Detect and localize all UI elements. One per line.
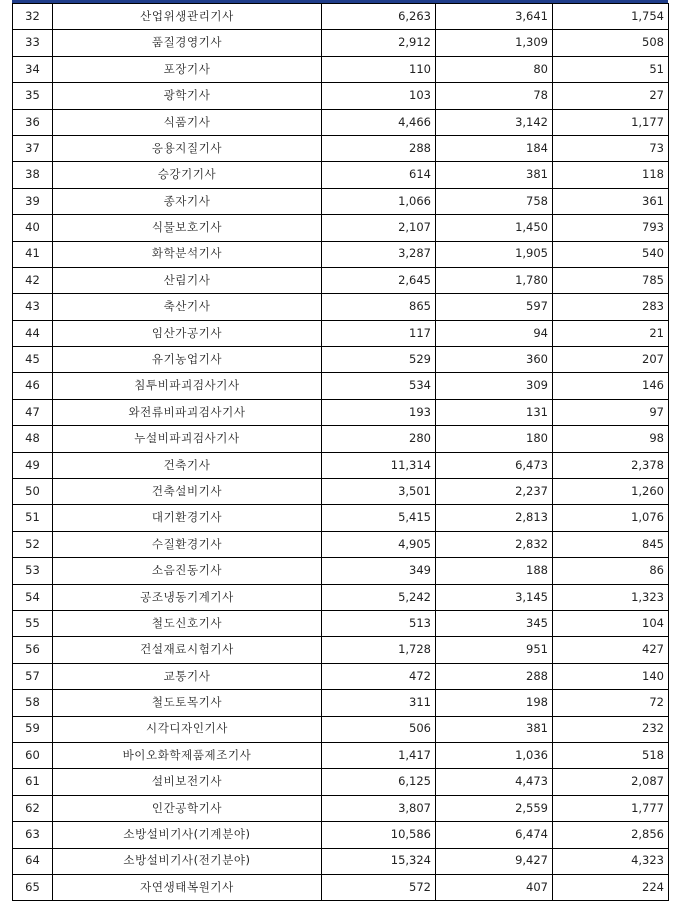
value-cell-3: 1,177 (553, 109, 669, 135)
table-row (13, 373, 669, 399)
value-cell-3: 51 (553, 56, 669, 82)
value-cell-2: 9,427 (436, 848, 553, 874)
value-cell-1: 5,415 (322, 505, 436, 531)
value-cell-2: 381 (436, 716, 553, 742)
table-row (13, 399, 669, 425)
value-cell-2: 2,832 (436, 531, 553, 557)
value-cell-2: 184 (436, 135, 553, 161)
value-cell-3: 146 (553, 373, 669, 399)
value-cell-3: 361 (553, 188, 669, 214)
value-cell-3: 508 (553, 30, 669, 56)
row-number-cell: 59 (13, 716, 53, 742)
table-row (13, 479, 669, 505)
value-cell-1: 10,586 (322, 822, 436, 848)
value-cell-2: 407 (436, 874, 553, 900)
qualification-name-cell: 인간공학기사 (53, 795, 322, 821)
row-number-cell: 46 (13, 373, 53, 399)
value-cell-3: 283 (553, 294, 669, 320)
value-cell-1: 6,263 (322, 4, 436, 30)
value-cell-3: 1,754 (553, 4, 669, 30)
row-number-cell: 34 (13, 56, 53, 82)
qualification-name-cell: 유기농업기사 (53, 347, 322, 373)
value-cell-1: 349 (322, 558, 436, 584)
value-cell-2: 198 (436, 690, 553, 716)
table-row (13, 452, 669, 478)
row-number-cell: 48 (13, 426, 53, 452)
table-row (13, 769, 669, 795)
qualification-name-cell: 수질환경기사 (53, 531, 322, 557)
table-row (13, 531, 669, 557)
value-cell-2: 2,559 (436, 795, 553, 821)
value-cell-2: 309 (436, 373, 553, 399)
qualification-name-cell: 산업위생관리기사 (53, 4, 322, 30)
table-row (13, 742, 669, 768)
table-row (13, 822, 669, 848)
row-number-cell: 41 (13, 241, 53, 267)
row-number-cell: 36 (13, 109, 53, 135)
value-cell-1: 614 (322, 162, 436, 188)
value-cell-3: 2,087 (553, 769, 669, 795)
value-cell-3: 118 (553, 162, 669, 188)
value-cell-1: 2,107 (322, 215, 436, 241)
value-cell-3: 1,323 (553, 584, 669, 610)
value-cell-1: 534 (322, 373, 436, 399)
table-row (13, 716, 669, 742)
value-cell-1: 529 (322, 347, 436, 373)
value-cell-1: 103 (322, 83, 436, 109)
table-row (13, 109, 669, 135)
qualification-name-cell: 건축설비기사 (53, 479, 322, 505)
value-cell-2: 288 (436, 663, 553, 689)
value-cell-3: 793 (553, 215, 669, 241)
value-cell-2: 345 (436, 610, 553, 636)
value-cell-3: 104 (553, 610, 669, 636)
value-cell-2: 3,145 (436, 584, 553, 610)
row-number-cell: 40 (13, 215, 53, 241)
row-number-cell: 54 (13, 584, 53, 610)
table-row (13, 610, 669, 636)
value-cell-2: 951 (436, 637, 553, 663)
table-row (13, 135, 669, 161)
value-cell-1: 11,314 (322, 452, 436, 478)
qualification-name-cell: 화학분석기사 (53, 241, 322, 267)
row-number-cell: 57 (13, 663, 53, 689)
value-cell-1: 280 (322, 426, 436, 452)
value-cell-1: 4,905 (322, 531, 436, 557)
value-cell-2: 2,813 (436, 505, 553, 531)
qualification-name-cell: 식물보호기사 (53, 215, 322, 241)
table-row (13, 162, 669, 188)
table-row (13, 83, 669, 109)
value-cell-2: 1,780 (436, 267, 553, 293)
table-row (13, 241, 669, 267)
value-cell-2: 758 (436, 188, 553, 214)
row-number-cell: 38 (13, 162, 53, 188)
table-row (13, 637, 669, 663)
qualification-name-cell: 철도토목기사 (53, 690, 322, 716)
row-number-cell: 60 (13, 742, 53, 768)
table-body (13, 4, 669, 901)
table-row (13, 215, 669, 241)
table-row (13, 558, 669, 584)
value-cell-3: 73 (553, 135, 669, 161)
row-number-cell: 39 (13, 188, 53, 214)
value-cell-3: 845 (553, 531, 669, 557)
value-cell-2: 1,450 (436, 215, 553, 241)
value-cell-1: 117 (322, 320, 436, 346)
qualification-name-cell: 시각디자인기사 (53, 716, 322, 742)
row-number-cell: 43 (13, 294, 53, 320)
value-cell-3: 2,378 (553, 452, 669, 478)
value-cell-2: 597 (436, 294, 553, 320)
value-cell-2: 78 (436, 83, 553, 109)
value-cell-1: 110 (322, 56, 436, 82)
value-cell-3: 427 (553, 637, 669, 663)
table-row (13, 347, 669, 373)
value-cell-3: 97 (553, 399, 669, 425)
table-row (13, 663, 669, 689)
value-cell-1: 1,066 (322, 188, 436, 214)
qualification-name-cell: 교통기사 (53, 663, 322, 689)
row-number-cell: 47 (13, 399, 53, 425)
value-cell-2: 94 (436, 320, 553, 346)
row-number-cell: 65 (13, 874, 53, 900)
value-cell-1: 1,417 (322, 742, 436, 768)
value-cell-1: 472 (322, 663, 436, 689)
qualification-name-cell: 대기환경기사 (53, 505, 322, 531)
table-row (13, 690, 669, 716)
row-number-cell: 62 (13, 795, 53, 821)
qualification-name-cell: 침투비파괴검사기사 (53, 373, 322, 399)
value-cell-2: 1,905 (436, 241, 553, 267)
value-cell-1: 513 (322, 610, 436, 636)
table-row (13, 795, 669, 821)
value-cell-2: 360 (436, 347, 553, 373)
qualification-name-cell: 응용지질기사 (53, 135, 322, 161)
value-cell-2: 6,473 (436, 452, 553, 478)
table-row (13, 426, 669, 452)
qualification-name-cell: 임산가공기사 (53, 320, 322, 346)
table-row (13, 294, 669, 320)
table-row (13, 188, 669, 214)
row-number-cell: 64 (13, 848, 53, 874)
value-cell-1: 3,501 (322, 479, 436, 505)
row-number-cell: 37 (13, 135, 53, 161)
qualification-name-cell: 품질경영기사 (53, 30, 322, 56)
table-row (13, 4, 669, 30)
value-cell-3: 207 (553, 347, 669, 373)
value-cell-1: 3,807 (322, 795, 436, 821)
qualification-name-cell: 승강기기사 (53, 162, 322, 188)
value-cell-2: 131 (436, 399, 553, 425)
value-cell-2: 6,474 (436, 822, 553, 848)
qualification-name-cell: 소음진동기사 (53, 558, 322, 584)
value-cell-1: 15,324 (322, 848, 436, 874)
value-cell-1: 865 (322, 294, 436, 320)
qualification-name-cell: 설비보전기사 (53, 769, 322, 795)
table-row (13, 874, 669, 900)
value-cell-1: 506 (322, 716, 436, 742)
row-number-cell: 52 (13, 531, 53, 557)
value-cell-1: 2,912 (322, 30, 436, 56)
value-cell-1: 311 (322, 690, 436, 716)
value-cell-2: 1,036 (436, 742, 553, 768)
row-number-cell: 49 (13, 452, 53, 478)
row-number-cell: 63 (13, 822, 53, 848)
value-cell-3: 232 (553, 716, 669, 742)
qualification-name-cell: 와전류비파괴검사기사 (53, 399, 322, 425)
value-cell-1: 3,287 (322, 241, 436, 267)
value-cell-1: 572 (322, 874, 436, 900)
value-cell-2: 188 (436, 558, 553, 584)
value-cell-3: 27 (553, 83, 669, 109)
value-cell-2: 1,309 (436, 30, 553, 56)
qualification-name-cell: 종자기사 (53, 188, 322, 214)
value-cell-2: 80 (436, 56, 553, 82)
statistics-table (12, 3, 669, 901)
value-cell-1: 4,466 (322, 109, 436, 135)
qualification-name-cell: 소방설비기사(기계분야) (53, 822, 322, 848)
qualification-name-cell: 축산기사 (53, 294, 322, 320)
value-cell-3: 1,260 (553, 479, 669, 505)
value-cell-2: 381 (436, 162, 553, 188)
value-cell-3: 2,856 (553, 822, 669, 848)
value-cell-1: 288 (322, 135, 436, 161)
qualification-name-cell: 건설재료시험기사 (53, 637, 322, 663)
value-cell-1: 193 (322, 399, 436, 425)
table-row (13, 267, 669, 293)
qualification-name-cell: 철도신호기사 (53, 610, 322, 636)
value-cell-2: 180 (436, 426, 553, 452)
qualification-name-cell: 공조냉동기계기사 (53, 584, 322, 610)
table-row (13, 848, 669, 874)
row-number-cell: 45 (13, 347, 53, 373)
row-number-cell: 61 (13, 769, 53, 795)
qualification-name-cell: 건축기사 (53, 452, 322, 478)
value-cell-2: 4,473 (436, 769, 553, 795)
table-row (13, 320, 669, 346)
table-row (13, 30, 669, 56)
value-cell-3: 540 (553, 241, 669, 267)
value-cell-1: 2,645 (322, 267, 436, 293)
value-cell-3: 1,777 (553, 795, 669, 821)
qualification-name-cell: 자연생태복원기사 (53, 874, 322, 900)
value-cell-3: 140 (553, 663, 669, 689)
qualification-name-cell: 식품기사 (53, 109, 322, 135)
value-cell-1: 5,242 (322, 584, 436, 610)
row-number-cell: 53 (13, 558, 53, 584)
row-number-cell: 33 (13, 30, 53, 56)
table-row (13, 56, 669, 82)
row-number-cell: 51 (13, 505, 53, 531)
value-cell-3: 4,323 (553, 848, 669, 874)
value-cell-3: 72 (553, 690, 669, 716)
value-cell-3: 785 (553, 267, 669, 293)
qualification-name-cell: 소방설비기사(전기분야) (53, 848, 322, 874)
value-cell-3: 224 (553, 874, 669, 900)
row-number-cell: 58 (13, 690, 53, 716)
qualification-name-cell: 광학기사 (53, 83, 322, 109)
value-cell-1: 6,125 (322, 769, 436, 795)
value-cell-3: 86 (553, 558, 669, 584)
row-number-cell: 55 (13, 610, 53, 636)
qualification-name-cell: 누설비파괴검사기사 (53, 426, 322, 452)
row-number-cell: 35 (13, 83, 53, 109)
row-number-cell: 44 (13, 320, 53, 346)
row-number-cell: 50 (13, 479, 53, 505)
qualification-name-cell: 포장기사 (53, 56, 322, 82)
value-cell-3: 98 (553, 426, 669, 452)
row-number-cell: 56 (13, 637, 53, 663)
value-cell-3: 1,076 (553, 505, 669, 531)
value-cell-2: 3,641 (436, 4, 553, 30)
value-cell-3: 518 (553, 742, 669, 768)
value-cell-2: 2,237 (436, 479, 553, 505)
qualification-name-cell: 산림기사 (53, 267, 322, 293)
row-number-cell: 32 (13, 4, 53, 30)
value-cell-1: 1,728 (322, 637, 436, 663)
row-number-cell: 42 (13, 267, 53, 293)
table-row (13, 584, 669, 610)
value-cell-2: 3,142 (436, 109, 553, 135)
table-row (13, 505, 669, 531)
value-cell-3: 21 (553, 320, 669, 346)
qualification-name-cell: 바이오화학제품제조기사 (53, 742, 322, 768)
